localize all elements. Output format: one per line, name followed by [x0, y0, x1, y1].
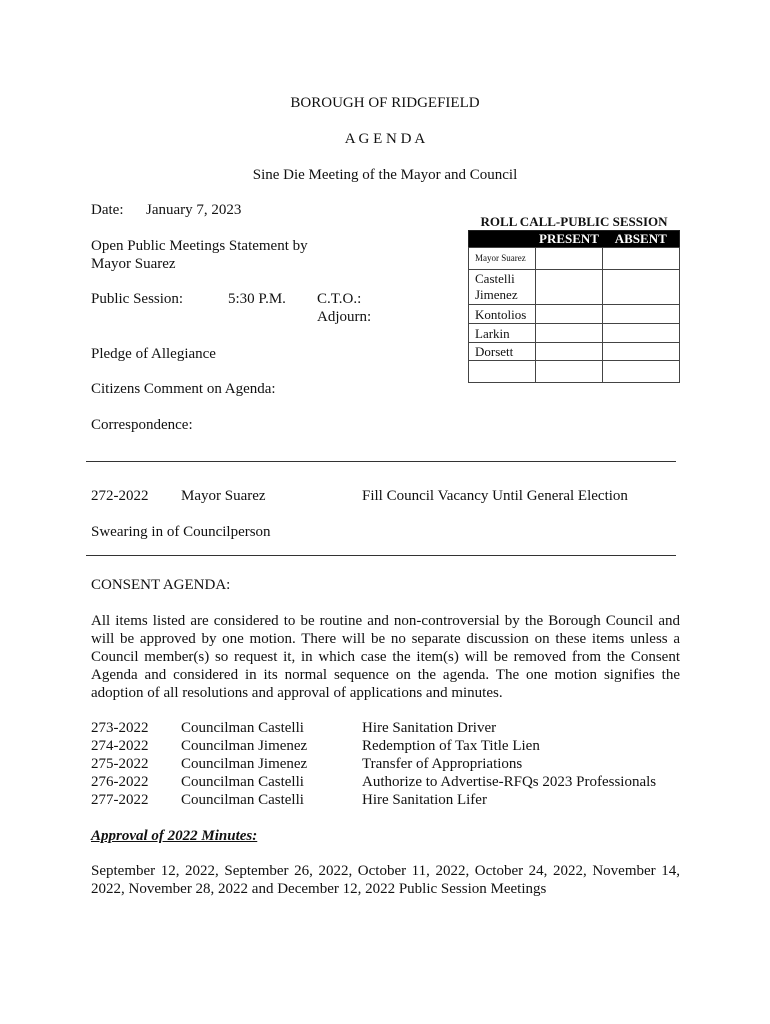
roll-call-name-pair [469, 270, 536, 305]
present-cell [536, 248, 603, 270]
roll-call-row [469, 305, 680, 324]
present-cell [536, 343, 603, 361]
roll-call-title: ROLL CALL-PUBLIC SESSION [480, 214, 668, 229]
present-cell [536, 270, 603, 305]
roll-call-header-blank [469, 231, 536, 248]
roll-call-header-row [469, 231, 680, 248]
consent-item-sponsor: Councilman Jimenez [181, 756, 308, 772]
agenda-title: A G E N D A [344, 131, 426, 147]
roll-call-header-absent: ABSENT [603, 231, 680, 248]
absent-cell [603, 248, 680, 270]
consent-item-sponsor: Councilman Jimenez [181, 738, 308, 754]
consent-item-number: 274-2022 [91, 738, 149, 754]
consent-agenda-heading: CONSENT AGENDA: [91, 577, 231, 593]
roll-call-name: Mayor Suarez [469, 248, 536, 270]
adjourn-label: Adjourn: [317, 309, 372, 325]
correspondence: Correspondence: [91, 417, 193, 433]
consent-item-description: Hire Sanitation Lifer [362, 792, 487, 808]
opma-statement-line1: Open Public Meetings Statement by [91, 238, 308, 254]
consent-item-number: 275-2022 [91, 756, 149, 772]
opma-statement-line2: Mayor Suarez [91, 256, 176, 272]
section-divider [86, 555, 676, 556]
item-272-note: Swearing in of Councilperson [91, 524, 271, 540]
absent-cell [603, 361, 680, 383]
roll-call-row [469, 343, 680, 361]
consent-item-description: Transfer of Appropriations [362, 756, 523, 772]
consent-item-sponsor: Councilman Castelli [181, 720, 304, 736]
roll-call-row [469, 324, 680, 343]
citizens-comment: Citizens Comment on Agenda: [91, 381, 276, 397]
consent-item-number: 276-2022 [91, 774, 149, 790]
minutes-dates-paragraph: September 12, 2022, September 26, 2022, October 11, 2022, October 24, 2022, November 14, 2022, November 28, 2022 and December 12, 2022 Public Session Meetings [91, 863, 680, 897]
roll-call-name: Castelli [475, 271, 515, 286]
roll-call-header-present: PRESENT [536, 231, 603, 248]
roll-call-row [469, 361, 680, 383]
consent-item-description: Hire Sanitation Driver [362, 720, 497, 736]
absent-cell [603, 305, 680, 324]
item-272-description: Fill Council Vacancy Until General Election [362, 488, 628, 504]
roll-call-name: Jimenez [475, 287, 518, 302]
consent-item-sponsor: Councilman Castelli [181, 792, 304, 808]
consent-item-number: 273-2022 [91, 720, 149, 736]
roll-call-name [469, 361, 536, 383]
present-cell [536, 305, 603, 324]
pledge-of-allegiance: Pledge of Allegiance [91, 346, 216, 362]
roll-call-name: Dorsett [469, 343, 536, 361]
present-cell [536, 361, 603, 383]
roll-call-name: Larkin [469, 324, 536, 343]
roll-call-row [469, 270, 680, 305]
cto-label: C.T.O.: [317, 291, 362, 307]
section-divider [86, 461, 676, 462]
meeting-subtitle: Sine Die Meeting of the Mayor and Council [252, 167, 518, 183]
present-cell [536, 324, 603, 343]
date-label: Date: [91, 202, 124, 218]
consent-item-description: Authorize to Advertise-RFQs 2023 Professionals [362, 774, 657, 790]
item-272-number: 272-2022 [91, 488, 149, 504]
public-session-time: 5:30 P.M. [228, 291, 286, 307]
consent-agenda-paragraph: All items listed are considered to be routine and non-controversial by the Borough Council and will be approved by one motion. There will be no separate discussion on these items unless a Council member(s) so request it, in which case the item(s) will be removed from the Consent Agenda and considered in its normal sequence on the agenda. The one motion signifies the adoption of all resolutions and approval of applications and minutes. [91, 613, 680, 701]
roll-call-name: Kontolios [469, 305, 536, 324]
absent-cell [603, 343, 680, 361]
public-session-label: Public Session: [91, 291, 184, 307]
municipality-heading: BOROUGH OF RIDGEFIELD [290, 95, 480, 111]
roll-call-table [468, 230, 680, 383]
item-272-sponsor: Mayor Suarez [181, 488, 266, 504]
absent-cell [603, 270, 680, 305]
date-value: January 7, 2023 [146, 202, 242, 218]
approval-of-minutes-heading: Approval of 2022 Minutes: [91, 828, 258, 844]
consent-item-number: 277-2022 [91, 792, 149, 808]
absent-cell [603, 324, 680, 343]
consent-item-sponsor: Councilman Castelli [181, 774, 304, 790]
roll-call-row [469, 248, 680, 270]
consent-item-description: Redemption of Tax Title Lien [362, 738, 540, 754]
